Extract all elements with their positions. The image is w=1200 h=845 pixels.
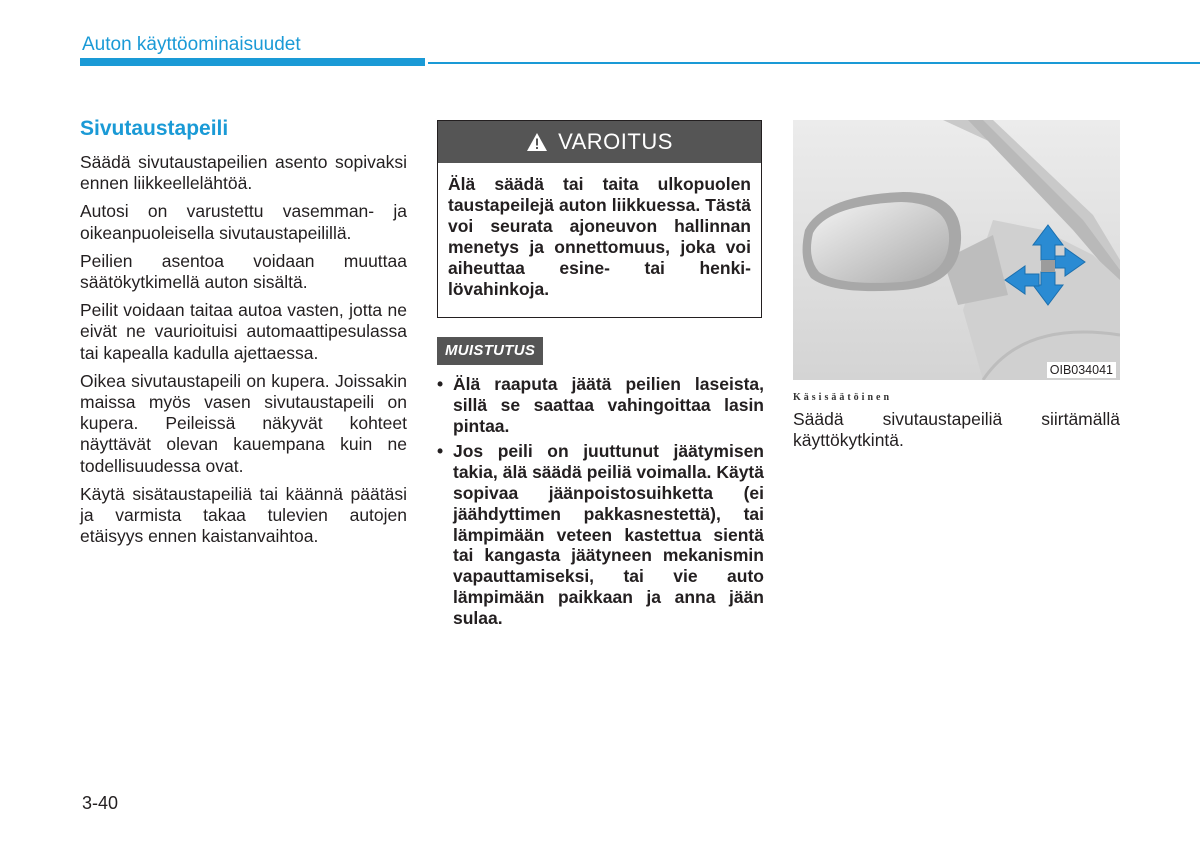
figure-description: Säädä sivutaustapeiliä siirtämällä käyttökytkintä. xyxy=(793,409,1120,450)
page-number: 3-40 xyxy=(82,793,119,813)
paragraph: Käytä sisätaustapeiliä tai käännä päätäsi ja varmista takaa tulevien autojen etäisyys ennen kaistanvaihtoa. xyxy=(80,483,407,547)
bullet-icon: • xyxy=(437,441,444,462)
figure-caption: Käsisäätöinen xyxy=(793,392,893,403)
middle-column xyxy=(437,120,764,634)
list-item-text: Jos peili on juuttunut jäätymisen takia, älä säädä peiliä voimalla. Käytä sopivaa jäänpoistosuihketta (ei jäähdyttimen pakkasnestettä), tai lämpimään veteen kastettua sientä tai kangasta jäätyneen mekanismin vapauttamiseksi, tai vie auto lämpimään paikkaan ja anna jään sulaa. xyxy=(453,441,764,628)
paragraph: Peilien asentoa voidaan muuttaa säätökytkimellä auton sisältä. xyxy=(80,250,407,293)
warning-text: Älä säädä tai taita ulkopuolen taustapeilejä auton liikkuessa. Tästä voi seurata ajoneuvon hallinnan menetys ja onnettomuus, joka voi aiheuttaa esine- tai henkilövahinkoja. xyxy=(448,174,751,299)
paragraph: Peilit voidaan taitaa autoa vasten, jotta ne eivät ne vaurioituisi automaattipesulassa tai kapealla kadulla ajettaessa. xyxy=(80,300,407,363)
left-column xyxy=(80,116,407,554)
header-accent-bar xyxy=(80,58,425,66)
header-rule xyxy=(428,62,1200,64)
notice-tag: MUISTUTUS xyxy=(437,337,543,365)
list-item xyxy=(437,374,764,436)
notice-list xyxy=(437,374,764,629)
warning-title: VAROITUS xyxy=(558,129,673,154)
paragraph: Autosi on varustettu vasemman- ja oikeanpuoleisella sivutaustapeilillä. xyxy=(80,201,407,243)
list-item xyxy=(437,441,764,628)
side-mirror-image xyxy=(793,120,1120,380)
warning-header xyxy=(438,121,761,163)
section-heading: Sivutaustapeili xyxy=(80,117,229,140)
paragraph: Säädä sivutaustapeilien asento sopivaksi ennen liikkeellelähtöä. xyxy=(80,152,407,194)
figure-code: OIB034041 xyxy=(1047,362,1116,378)
mirror-illustration xyxy=(793,120,1120,380)
paragraph: Oikea sivutaustapeili on kupera. Joissakin maissa myös vasen sivutaustapeili on kupera. Peileissä näkyvät kohteet näyttävät olevan kauempana kuin ne todellisuudessa ovat. xyxy=(80,370,407,476)
right-column xyxy=(793,120,1120,451)
warning-box xyxy=(437,120,762,318)
warning-triangle-icon xyxy=(526,132,548,152)
chapter-title: Auton käyttöominaisuudet xyxy=(82,34,301,55)
list-item-text: Älä raaputa jäätä peilien laseista, sillä se saattaa vahingoittaa lasin pintaa. xyxy=(453,374,764,436)
bullet-icon: • xyxy=(437,374,444,394)
